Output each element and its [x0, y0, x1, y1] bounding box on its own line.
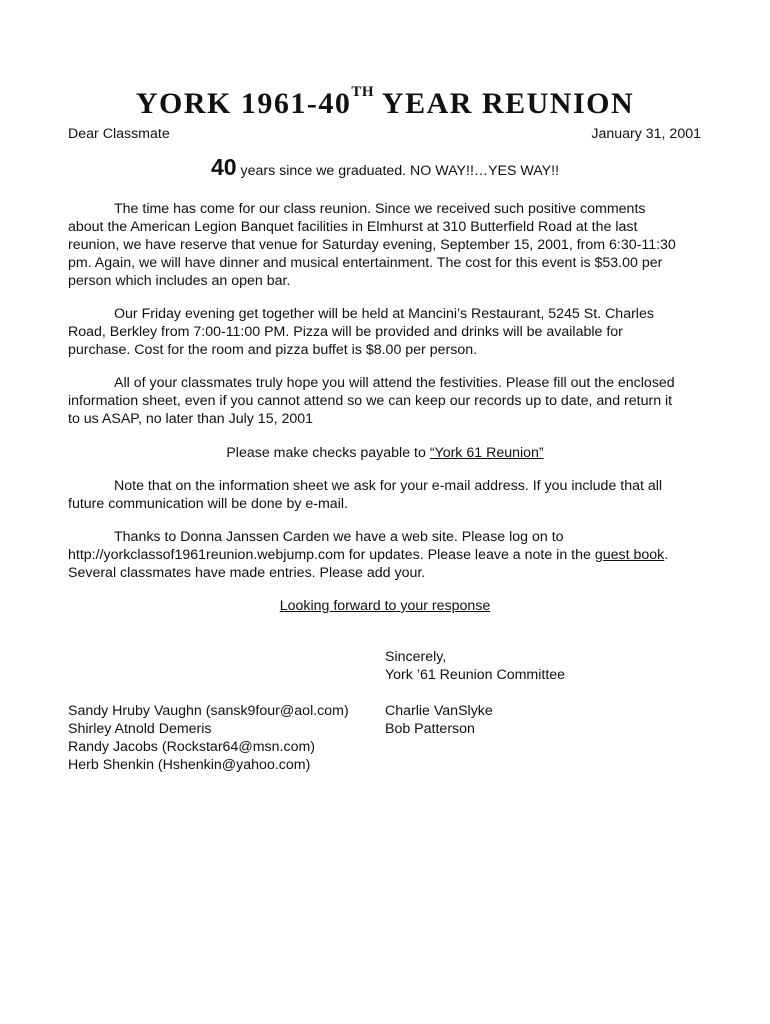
paragraph-attend-text: All of your classmates truly hope you will attend the festivities. Please fill out the enclosed information sheet, even if you cannot attend so we can keep our records up to date, and return it to us ASAP, no later than July 15, 2001: [68, 375, 675, 427]
paragraph-friday: [68, 305, 682, 359]
paragraph-email: [68, 477, 682, 513]
signoff-block: [385, 648, 565, 684]
title-main: YORK 1961-40: [135, 87, 352, 120]
closing-line: Looking forward to your response: [279, 598, 491, 614]
greeting: Dear Classmate: [68, 126, 170, 142]
signer: Herb Shenkin (Hshenkin@yahoo.com): [68, 757, 311, 773]
sincerely: Sincerely,: [385, 649, 447, 665]
headline-number: 40: [210, 154, 237, 180]
letter-title: [0, 70, 770, 126]
signer: Shirley Atnold Demeris: [68, 721, 212, 737]
checks-line: [0, 444, 770, 462]
checks-payee: “York 61 Reunion”: [429, 445, 544, 461]
paragraph-website: [68, 528, 682, 582]
paragraph-banquet-text: The time has come for our class reunion. Since we received such positive comments about the American Legion Banquet facilities in Elmhurst at 310 Butterfield Road at the last reunion, we have reserve that venue for Saturday evening, September 15, 2001, from 6:30-11:30 pm. Again, we will have dinner and musical entertainment. The cost for this event is $53.00 per person which includes an open bar.: [68, 201, 676, 289]
paragraph-website-after: . Several classmates have made entries. Please add your.: [68, 547, 669, 581]
title-tail: YEAR REUNION: [374, 87, 635, 120]
title-superscript: TH: [351, 84, 375, 100]
checks-prefix: Please make checks payable to: [226, 445, 430, 461]
paragraph-banquet: [68, 200, 682, 290]
paragraph-attend: [68, 374, 682, 428]
paragraph-website-before: Thanks to Donna Janssen Carden we have a web site. Please log on to http://yorkclassof1961reunion.webjump.com for updates. Please leave a note in the: [68, 529, 595, 563]
right-signers: [385, 702, 493, 738]
paragraph-email-text: Note that on the information sheet we ask for your e-mail address. If you include that all future communication will be done by e-mail.: [68, 478, 663, 512]
guest-book-link[interactable]: guest book: [594, 547, 665, 563]
left-signers: [68, 702, 349, 774]
committee-name: York ’61 Reunion Committee: [385, 667, 566, 683]
letter-date: January 31, 2001: [591, 126, 701, 142]
signer: Randy Jacobs (Rockstar64@msn.com): [68, 739, 315, 755]
paragraph-friday-text: Our Friday evening get together will be held at Mancini’s Restaurant, 5245 St. Charles Road, Berkley from 7:00-11:00 PM. Pizza will be provided and drinks will be available for purchase. Cost for the room and pizza buffet is $8.00 per person.: [68, 306, 654, 358]
signer: Sandy Hruby Vaughn (sansk9four@aol.com): [68, 703, 349, 719]
signer: Bob Patterson: [385, 721, 475, 737]
headline-text: years since we graduated. NO WAY!!…YES WAY!!: [236, 163, 560, 179]
headline: [0, 154, 770, 180]
signer: Charlie VanSlyke: [385, 703, 493, 719]
